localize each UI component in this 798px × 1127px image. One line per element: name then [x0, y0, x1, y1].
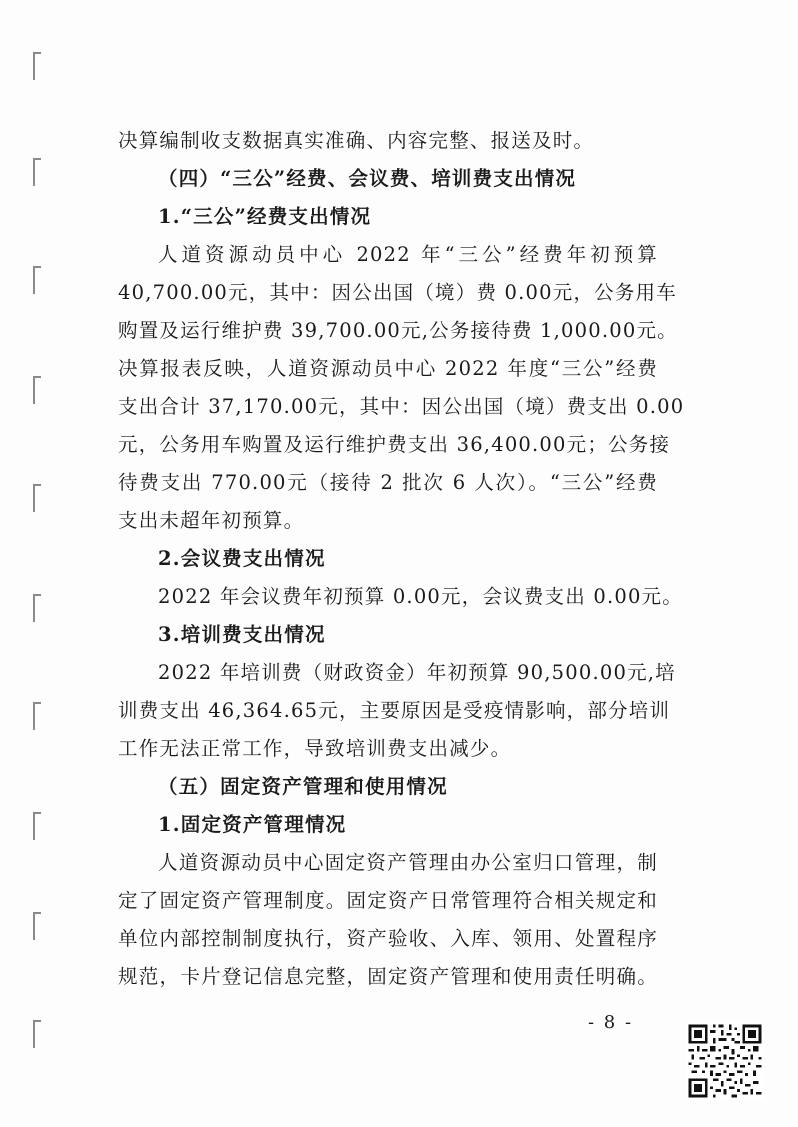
subheading-fixed-assets: 1.固定资产管理情况 [158, 813, 347, 836]
binding-mark [33, 702, 41, 730]
binding-mark [33, 376, 41, 404]
body-text-line: 训费支出 46,364.65元，主要原因是受疫情影响，部分培训 [118, 699, 671, 722]
subheading-training-expenses: 3.培训费支出情况 [158, 623, 326, 646]
binding-mark [33, 484, 41, 512]
binding-mark [33, 594, 41, 622]
body-text-line: 元，公务用车购置及运行维护费支出 36,400.00元；公务接 [118, 433, 671, 456]
body-text-line: 工作无法正常工作，导致培训费支出减少。 [118, 737, 512, 760]
section-heading-five: （五）固定资产管理和使用情况 [158, 775, 448, 798]
body-text-line: 2022 年会议费年初预算 0.00元，会议费支出 0.00元。 [158, 585, 683, 608]
body-text-line: 定了固定资产管理制度。固定资产日常管理符合相关规定和 [118, 889, 658, 912]
body-text-line: 决算编制收支数据真实准确、内容完整、报送及时。 [118, 129, 595, 152]
body-text-line: 支出未超年初预算。 [118, 509, 305, 532]
body-text-line: 人道资源动员中心固定资产管理由办公室归口管理，制 [158, 851, 658, 874]
body-text-line: 支出合计 37,170.00元，其中：因公出国（境）费支出 0.00 [118, 395, 685, 418]
body-text-line: 单位内部控制制度执行，资产验收、入库、领用、处置程序 [118, 927, 658, 950]
section-heading-four: （四）“三公”经费、会议费、培训费支出情况 [158, 167, 577, 190]
body-text-line: 人道资源动员中心 2022 年“三公”经费年初预算 [158, 243, 658, 266]
page-number: - 8 - [588, 1012, 634, 1033]
body-text-line: 待费支出 770.00元（接待 2 批次 6 人次）。“三公”经费 [118, 471, 658, 494]
binding-mark [33, 52, 41, 80]
subheading-meeting-expenses: 2.会议费支出情况 [158, 547, 326, 570]
binding-mark [33, 158, 41, 186]
body-text-line: 购置及运行维护费 39,700.00元,公务接待费 1,000.00元。 [118, 319, 678, 342]
subheading-three-public-expenses: 1.“三公”经费支出情况 [158, 205, 372, 228]
body-text-line: 40,700.00元，其中：因公出国（境）费 0.00元，公务用车 [118, 281, 677, 304]
body-text-line: 决算报表反映，人道资源动员中心 2022 年度“三公”经费 [118, 357, 658, 380]
body-text-line: 2022 年培训费（财政资金）年初预算 90,500.00元,培 [158, 661, 676, 684]
binding-mark [33, 912, 41, 940]
body-text-line: 规范，卡片登记信息完整，固定资产管理和使用责任明确。 [118, 965, 658, 988]
qr-code-icon [686, 1022, 764, 1100]
binding-mark [33, 266, 41, 294]
binding-mark [33, 1020, 41, 1048]
binding-mark [33, 812, 41, 840]
